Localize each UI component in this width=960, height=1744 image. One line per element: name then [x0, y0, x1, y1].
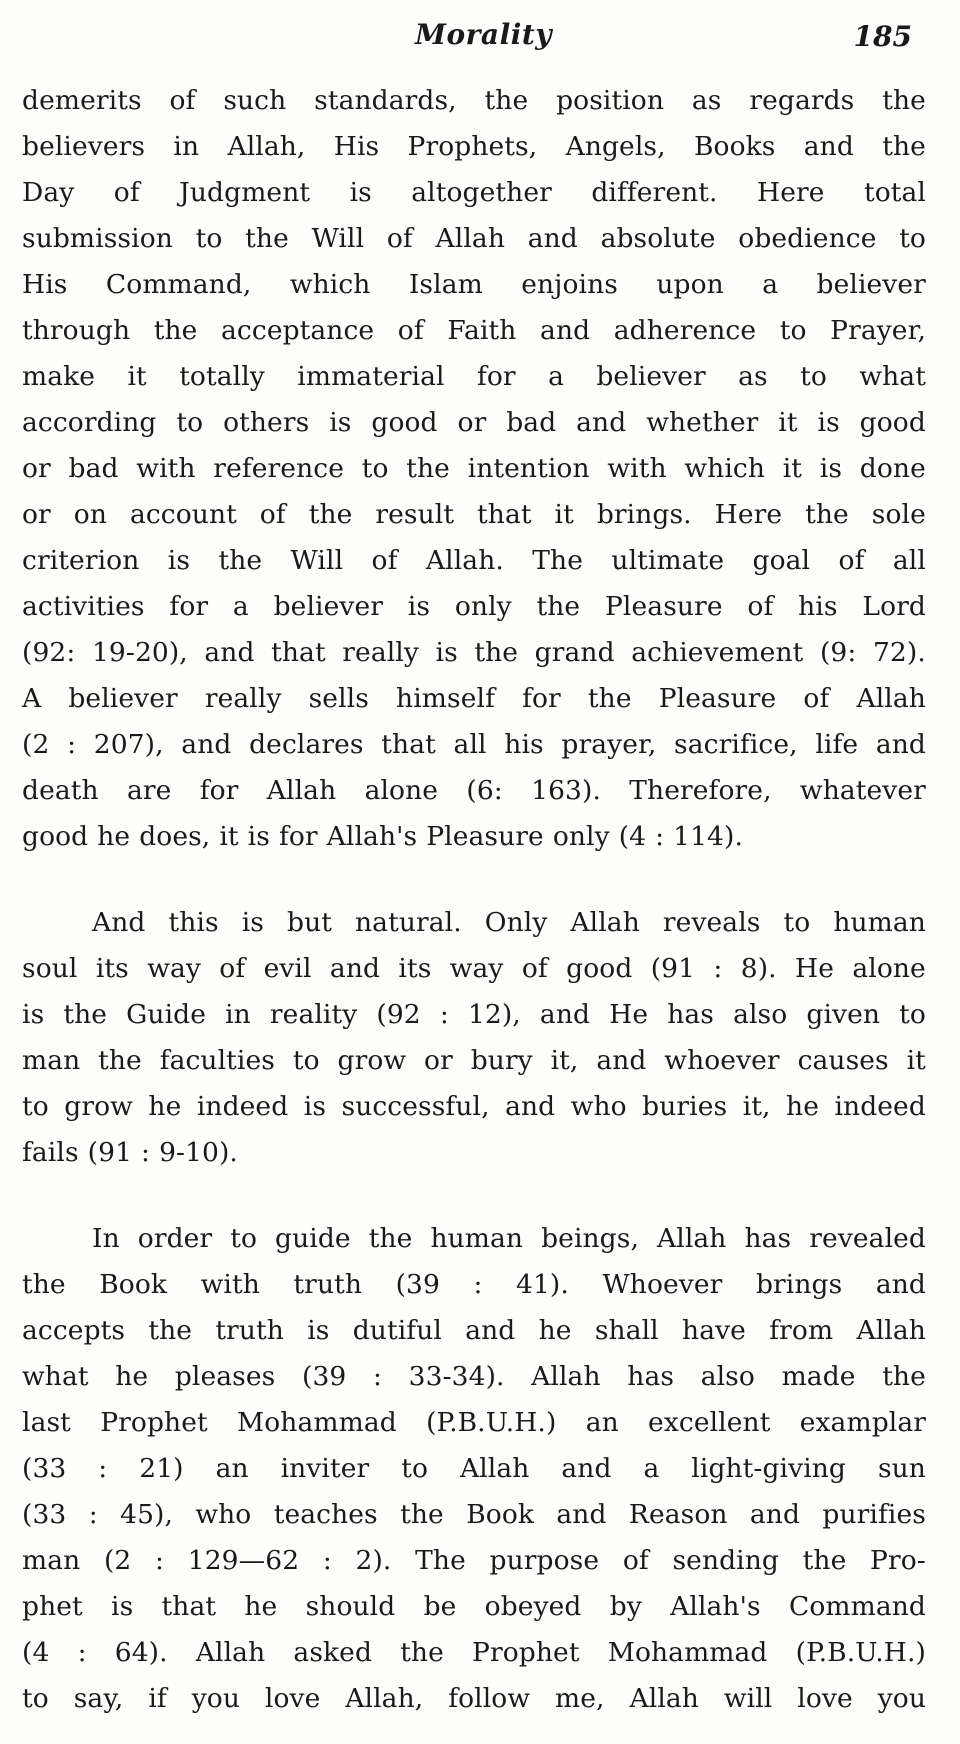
- text-line: submission to the Will of Allah and absolute obedience to: [22, 223, 926, 254]
- text-line: through the acceptance of Faith and adherence to Prayer,: [22, 315, 926, 346]
- text-line: (33 : 45), who teaches the Book and Reason and purifies: [22, 1499, 926, 1530]
- text-line: to say, if you love Allah, follow me, Allah will love you: [22, 1683, 926, 1714]
- text-line: (2 : 207), and declares that all his prayer, sacrifice, life and: [22, 729, 926, 760]
- page-number: 185: [853, 20, 912, 53]
- running-head: [0, 18, 960, 62]
- running-title: Morality: [415, 18, 553, 51]
- paragraph: [22, 78, 926, 860]
- text-line: demerits of such standards, the position as regards the: [22, 85, 926, 116]
- text-line: or bad with reference to the intention with which it is done: [22, 453, 926, 484]
- text-line: accepts the truth is dutiful and he shall have from Allah: [22, 1315, 926, 1346]
- text-line: according to others is good or bad and whether it is good: [22, 407, 926, 438]
- text-line: soul its way of evil and its way of good (91 : 8). He alone: [22, 953, 926, 984]
- text-line: good he does, it is for Allah's Pleasure only (4 : 114).: [22, 821, 743, 852]
- text-line: to grow he indeed is successful, and who buries it, he indeed: [22, 1091, 926, 1122]
- text-line: activities for a believer is only the Pleasure of his Lord: [22, 591, 926, 622]
- text-line: make it totally immaterial for a believer as to what: [22, 361, 926, 392]
- paragraph-gap: [22, 1176, 926, 1216]
- paragraph-gap: [22, 860, 926, 900]
- paragraph: [22, 1216, 926, 1722]
- text-line: death are for Allah alone (6: 163). Therefore, whatever: [22, 775, 926, 806]
- text-line: In order to guide the human beings, Allah has revealed: [92, 1223, 926, 1254]
- text-line: A believer really sells himself for the Pleasure of Allah: [22, 683, 926, 714]
- text-line: man (2 : 129—62 : 2). The purpose of sending the Pro-: [22, 1545, 926, 1576]
- text-line: fails (91 : 9-10).: [22, 1137, 238, 1168]
- text-line: is the Guide in reality (92 : 12), and He has also given to: [22, 999, 926, 1030]
- text-line: phet is that he should be obeyed by Allah's Command: [22, 1591, 926, 1622]
- text-line: And this is but natural. Only Allah reveals to human: [92, 907, 926, 938]
- text-line: Day of Judgment is altogether different. Here total: [22, 177, 926, 208]
- text-line: or on account of the result that it brings. Here the sole: [22, 499, 926, 530]
- text-line: His Command, which Islam enjoins upon a believer: [22, 269, 926, 300]
- text-line: man the faculties to grow or bury it, and whoever causes it: [22, 1045, 926, 1076]
- paragraph: [22, 900, 926, 1176]
- text-line: the Book with truth (39 : 41). Whoever brings and: [22, 1269, 926, 1300]
- body-text: [22, 78, 926, 1722]
- text-line: believers in Allah, His Prophets, Angels, Books and the: [22, 131, 926, 162]
- text-line: (92: 19-20), and that really is the grand achievement (9: 72).: [22, 637, 926, 668]
- text-line: (33 : 21) an inviter to Allah and a light-giving sun: [22, 1453, 926, 1484]
- text-line: last Prophet Mohammad (P.B.U.H.) an excellent examplar: [22, 1407, 926, 1438]
- text-line: what he pleases (39 : 33-34). Allah has also made the: [22, 1361, 926, 1392]
- text-line: criterion is the Will of Allah. The ultimate goal of all: [22, 545, 926, 576]
- text-line: (4 : 64). Allah asked the Prophet Mohammad (P.B.U.H.): [22, 1637, 926, 1668]
